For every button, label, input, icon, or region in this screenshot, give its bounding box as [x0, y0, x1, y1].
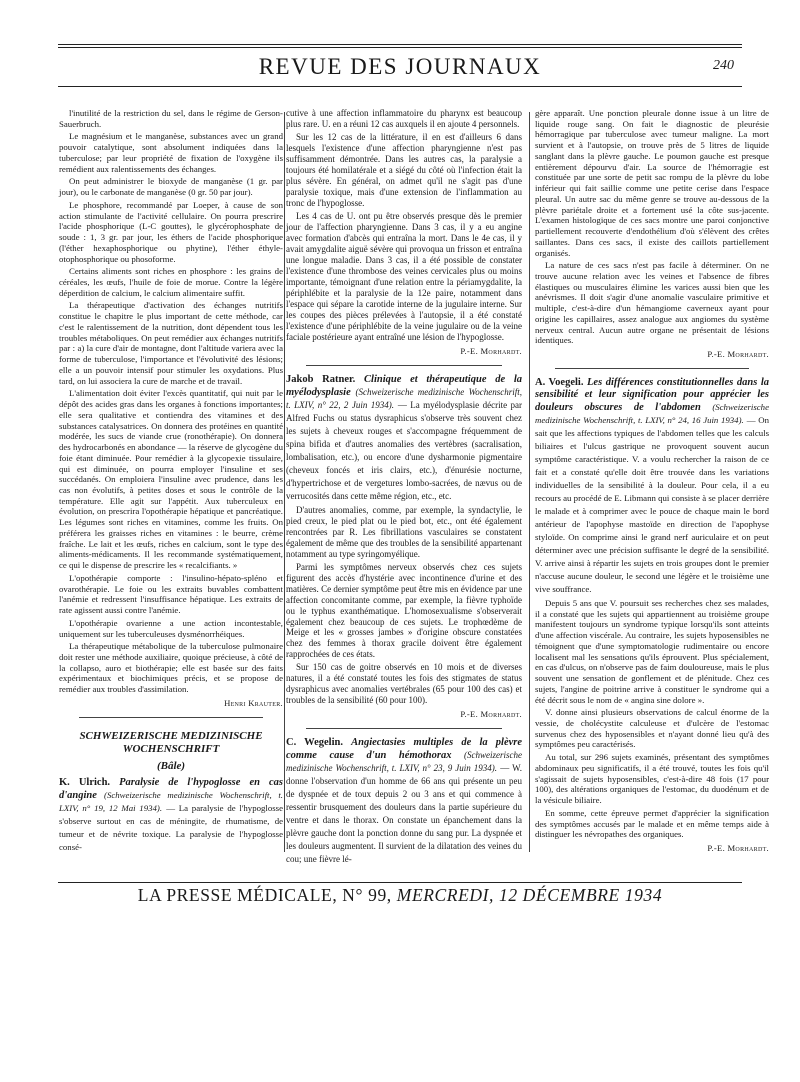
- paragraph: Depuis 5 ans que V. poursuit ses recherches chez ses malades, il a constaté que les sujets qui appartiennent au troisième groupe manifestent toujours un syndrome typique lorsqu'ils sont atteints d'une affection viscérale. Au contraire, les sujets hyposensibles ne témoignent que d'une symptomatologie rudimentaire ou encore localisent mal les sensations qu'ils éprouvent. Plus spécialement, en cas d'ulcus, on n'observe pas de faim douloureuse, mais le plus souvent une sensation de gonflement et de plénitude. Chez ces sujets, l'angine de poitrine arrive à constituer le syndrome qui a été décrit sous le nom de « angina sine dolore ».: [535, 597, 769, 705]
- section-separator: [306, 728, 502, 729]
- paragraph: gère apparaît. Une ponction pleurale donne issue à un litre de liquide rouge sang. On fait le diagnostic de pleurésie hémorragique par tuberculose avec tumeur maligne. La mort survient et à l'autopsie, on trouve près de 5 litres de liquide sanglant dans la plèvre gauche. Le poumon gauche est presque entièrement dépourvu d'air. La source de l'hémorragie est constituée par une sorte de petit sac rompu de la plèvre du lobe inférieur qui fait saillie comme une petite cerise dans l'espace pleural. Un autre sac du même genre se trouve au-dessous de la plèvre pariétale droite et a fortement usé la côte sus-jacente. L'examen histologique de ces sacs montre une paroi conjonctive partiellement recouverte d'endothélium d'où s'élèvent des crêtes saillantes. Dans ces sacs, il existe des caillots partiellement organisés.: [535, 108, 769, 258]
- paragraph: On peut administrer le bioxyde de manganèse (1 gr. par jour), ou le carbonate de manganèse (0 gr. 50 par jour).: [59, 176, 283, 198]
- section-separator: [555, 368, 749, 369]
- article-heading: [286, 737, 522, 866]
- article-title: Paralysie de l'hypoglosse en cas d'angine: [59, 776, 284, 801]
- paragraph: V. donne ainsi plusieurs observations de calcul énorme de la vessie, de cholécystite calculeuse et d'ulcère de l'estomac survenus chez des hyposensibles et n'ayant donné lieu qu'à des symptômes peu caractérisés.: [535, 707, 769, 750]
- header-top-rule: [58, 44, 742, 45]
- journal-city: (Bâle): [156, 759, 186, 772]
- article-body: — La paralysie de l'hypoglosse s'observe surtout en cas de méningite, de rhumatisme, de tumeur et de névrite toxique. La paralysie de l'hypoglosse consé-: [59, 802, 283, 852]
- footer-rule: [58, 882, 742, 883]
- article-author: K. Ulrich.: [59, 776, 111, 788]
- section-separator: [306, 365, 502, 366]
- section-separator: [79, 717, 263, 718]
- header-top-rule-2: [58, 47, 742, 48]
- column-1: [59, 108, 283, 856]
- paragraph: En somme, cette épreuve permet d'apprécier la signification des symptômes accusés par le malade et en même temps aide à distinguer les névropathes des organiques.: [535, 807, 769, 840]
- header-bottom-rule: [58, 86, 742, 87]
- article-body: — La myélodysplasie décrite par Alfred Fuchs ou status dysraphicus s'observe très souvent chez les sujets à cheveux rouges et s'accompagne fréquemment de spina bifida et d'autres anomalies des vertèbres (sacralisation, lombalisation, etc.), ou encore d'une dysharmonie pigmentaire (cheveux foncés et iris clairs, etc.), d'énurésie nocturne, d'hypertrichose et de vergetures lombo-sacrées, de nævus ou de verrucosités dans cette même région, etc., etc.: [286, 399, 523, 501]
- paragraph: Parmi les symptômes nerveux observés chez ces sujets figurent des accès d'hystérie avec incontinence d'urine et des matières. Ce dernier symptôme peut être mis en évidence par une affection concomitante comme, par exemple, la fièvre typhoïde ou le typhus exanthématique. L'homosexualisme s'observerait également chez beaucoup de ces sujets. Le trophœdème de Meige et les « grosses jambes » d'origine obscure constatées chez des femmes à thorax gracile doivent être également rapprochées de ces états.: [286, 561, 522, 660]
- page-title: REVUE DES JOURNAUX: [258, 54, 542, 79]
- paragraph: La thérapeutique d'activation des échanges nutritifs constitue le chapitre le plus important de cette méthode, car c'est le ralentissement de la nutrition, dont dépendent tous les troubles métaboliques. On peut remédier aux échanges nutritifs par : a) la cure d'air de montagne, dont l'altitude variera avec la forme de tuberculose, l'importance et l'évolutivité des lésions; elle a un pouvoir intensif pour stimuler les oxydations. Plus tard, on lui associera la cure de marche et de travail.: [59, 300, 283, 386]
- article-heading: [535, 377, 769, 596]
- page-number: 240: [713, 58, 734, 73]
- article-reference: (Schweizerische medizinische Wochenschrift, t. LXIV, n° 23, 9 Juin 1934).: [286, 750, 522, 774]
- author-signature: P.-E. Morhardt.: [460, 709, 522, 720]
- paragraph: L'opothérapie ovarienne a une action incontestable, uniquement sur les tuberculeuses dysménorrhéiques.: [59, 617, 283, 639]
- author-signature: Henri Krauter.: [224, 697, 283, 708]
- column-3: [535, 108, 769, 861]
- author-signature: P.-E. Morhardt.: [460, 345, 522, 356]
- article-author: Jakob Ratner.: [286, 373, 356, 385]
- article-title: Angiectasies multiples de la plèvre comme cause d'un hémothorax: [286, 737, 523, 762]
- article-reference: (Schweizerische medizinische Wochenschrift, t. LXIV, n° 22, 2 Juin 1934).: [286, 386, 523, 410]
- paragraph: Les 4 cas de U. ont pu être observés presque dès le premier jour de l'affection pharyngienne. Dans 3 cas, il y a eu angine avec formation d'abcès qui entraîna la mort. Dans le 4e cas, il y avait amygdalite aiguë sévère qui provoqua un frisson et entraîna une longue maladie. Dans 3 cas, il a été possible de constater l'existence d'une thrombose des veines cervicales plus ou moins importante, témoignant d'une relation entre la périamygdalite, la périphlébite et la paralysie de la 12e paire, notamment dans l'espace qui sépare la carotide interne de la jugulaire interne. Sur les coupes des pièces prélevées à l'autopsie, il a été constaté l'existence d'une périphlébite de la veine jugulaire ou de la veine faciale postérieure ayant entraîné une lésion de l'hypoglosse.: [286, 210, 522, 342]
- paragraph: cutive à une affection inflammatoire du pharynx est beaucoup plus rare. U. en a réuni 12 cas auxquels il en ajoute 4 personnels.: [286, 108, 522, 129]
- article-author: C. Wegelin.: [286, 737, 343, 749]
- article-title: Les différences constitutionnelles dans la sensibilité et leur signification pour apprécier les douleurs obscures de l'abdomen: [535, 376, 770, 413]
- author-signature: P.-E. Morhardt.: [707, 349, 769, 360]
- article-body: — On sait que les affections typiques de l'abdomen telles que les calculs biliaires et l'ulcus gastrique ne provoquent souvent aucun symptôme caractéristique. V. a voulu rechercher la raison de ce fait et a constaté qu'elle doit être trouvée dans les variations individuelles de la sensibilité à la douleur. Pour cela, il a eu recours au procédé de E. Libmann qui consiste à se placer derrière le malade et à comprimer avec le pouce de chaque main le bord antérieur de l'apophyse mastoïde en direction de l'apophyse styloïde. On comprime ainsi le grand nerf auriculaire et on peut déterminer avec une précision suffisante le degré de la sensibilité. V. arrive ainsi à répartir les sujets en trois groupes dont le premier n'accuse aucune douleur, le second une légère et le troisième une vive souffrance.: [535, 414, 769, 594]
- page-footer: [0, 885, 800, 906]
- article-body: — W. donne l'observation d'un homme de 66 ans qui présente un peu de dyspnée et de toux depuis 2 ou 3 ans et qui commence à ressentir brusquement des douleurs dans la partie supérieure du ventre et dans le thorax. On constate un épanchement dans la plèvre gauche dont la ponction donne du sang pur. La dyspnée et les douleurs augmentent. Il survient de la dilatation des veines du cou; une fièvre lé-: [286, 763, 522, 865]
- paragraph: Le phosphore, recommandé par Loeper, à cause de son action stimulante de l'activité cellulaire. On pourra prescrire l'acide phosphorique (L-C gouttes), le glycérophosphate de soude : 1, 3 gr. par jour, les éthers de l'acide phosphorique (l'éther hexaphosphorique ou phytine), l'éther éthyle-otophosphorique ou phosoforme.: [59, 199, 283, 264]
- column-divider-1: [284, 112, 285, 852]
- article-reference: (Schweizerische medizinische Wochenschrift, t. LXIV, n° 24, 16 Juin 1934).: [535, 401, 769, 425]
- column-2: [286, 108, 522, 868]
- journal-heading: SCHWEIZERISCHE MEDIZINISCHE WOCHENSCHRIFT: [79, 729, 263, 755]
- paragraph: Sur 150 cas de goitre observés en 10 mois et de diverses natures, il a été constaté toutes les fois des stigmates de status dysraphicus avec anomalies vertébrales (65 pour 100 des cas) et troubles de la sensibilité (60 pour 100).: [286, 662, 522, 706]
- article-author: A. Voegeli.: [535, 376, 584, 388]
- article-title: Clinique et thérapeutique de la myélodysplasie: [286, 373, 522, 398]
- paragraph: L'opothérapie comporte : l'insulino-hépato-spléno et ovarothérapie. Le foie ou les extraits buvables combattent l'anémie et redressent l'insuffisance hépatique. Les extraits de rate agissent aussi contre l'anémie.: [59, 572, 283, 616]
- paragraph: La nature de ces sacs n'est pas facile à déterminer. On ne trouve aucune relation avec les veines et l'absence de fibres élastiques ou musculaires élimine les varices aussi bien que les anévrismes. Il doit s'agir d'une anomalie vasculaire primitive et multiple, c'est-à-dire d'un hémangiome caverneux ayant pour origine les capillaires, assez analogue aux angiomes du système nerveux central. Aucun autre organe ne présentait de lésions identiques.: [535, 260, 769, 346]
- paragraph: D'autres anomalies, comme, par exemple, la syndactylie, le pied creux, le pied plat ou le pied bot, etc., ont été également rencontrées par R. Les fibrillations vasculaires se constatent également de même que des troubles de la sensibilité appartenant notamment au type syringomyélique.: [286, 504, 522, 559]
- paragraph: La thérapeutique métabolique de la tuberculose pulmonaire doit rester une méthode auxiliaire, quoique précieuse, à côté de la collapso, auro et biothérapie; elle est basée sur des faits expérimentaux et biochimiques précis, et se propose de remédier aux troubles d'assimilation.: [59, 641, 283, 695]
- paragraph: L'alimentation doit éviter l'excès quantitatif, qui nuit par le dépôt des acides gras dans les organes à fonctions importantes; elle sera qualitative et contiendra des vitamines et des substances catalysatrices. On donnera des protéines en quantité modérée, les sucs de viande crue (ronothérapie). On donnera des hydrocarbonés en abondance — la réserve de glycogène du foie étant diminuée. Pour remédier à la glycopexie tissulaire, qui est diminuée, on pourra employer l'insuline et ses succédanés. On emploiera l'insuline avec prudence, dans les cas non évolutifs, à petites doses et sous le contrôle de la température. Elle agit sur l'appétit. Aux tuberculeux en évolution, on prescrira l'opothérapie hépatique et pancréatique. Les légumes sont riches en vitamines, comme les fruits. On préférera les graisses riches en vitamines : le beurre, crème fraîche. Le lait et les œufs, riches en calcium, sont le type des aliments-médicaments. Il les recommande systématiquement, ce qui le dispense de prescrire les « recalcifiants. »: [59, 388, 283, 571]
- paragraph: Au total, sur 296 sujets examinés, présentant des symptômes abdominaux peu significatifs, il a été trouvé, toutes les fois qu'il s'agissait de sujets hyposensibles, c'est-à-dire 48 fois (17 pour 100), des altérations organiques de l'estomac, du duodénum et de la vésicule biliaire.: [535, 752, 769, 806]
- article-reference: (Schweizerische medizinische Wochenschrift, t. LXIV, n° 19, 12 Mai 1934).: [59, 789, 283, 813]
- author-signature: P.-E. Morhardt.: [707, 843, 769, 854]
- article-heading: [286, 374, 522, 503]
- footer-journal: LA PRESSE MÉDICALE, N° 99,: [137, 885, 392, 905]
- column-divider-2: [529, 112, 530, 852]
- paragraph: l'inutilité de la restriction du sel, dans le régime de Gerson-Sauerbruch.: [59, 108, 283, 129]
- paragraph: Le magnésium et le manganèse, substances avec un grand pouvoir catalytique, sont absolument indiquées dans la tuberculose; par leur propriété de fixation de l'oxygène ils remédient aux ralentissements des échanges.: [59, 131, 283, 174]
- paragraph: Sur les 12 cas de la littérature, il en est d'ailleurs 6 dans lesquels l'existence d'une affection pharyngienne n'est pas suffisamment démontrée. Dans les autres cas, la paralysie a toujours été homilatérale et a siégé du côté où l'infection était la plus sévère. En général, on admet qu'il ne s'agit pas d'une paralysie toxique, mais d'une extension de l'inflammation au tronc de l'hypoglosse.: [286, 131, 522, 208]
- paragraph: Certains aliments sont riches en phosphore : les grains de céréales, les œufs, l'huile de foie de morue. Contre la légère déperdition de calcium, le calcium alimentaire suffit.: [59, 266, 283, 298]
- footer-date: MERCREDI, 12 DÉCEMBRE 1934: [396, 885, 663, 905]
- article-heading: [59, 777, 283, 854]
